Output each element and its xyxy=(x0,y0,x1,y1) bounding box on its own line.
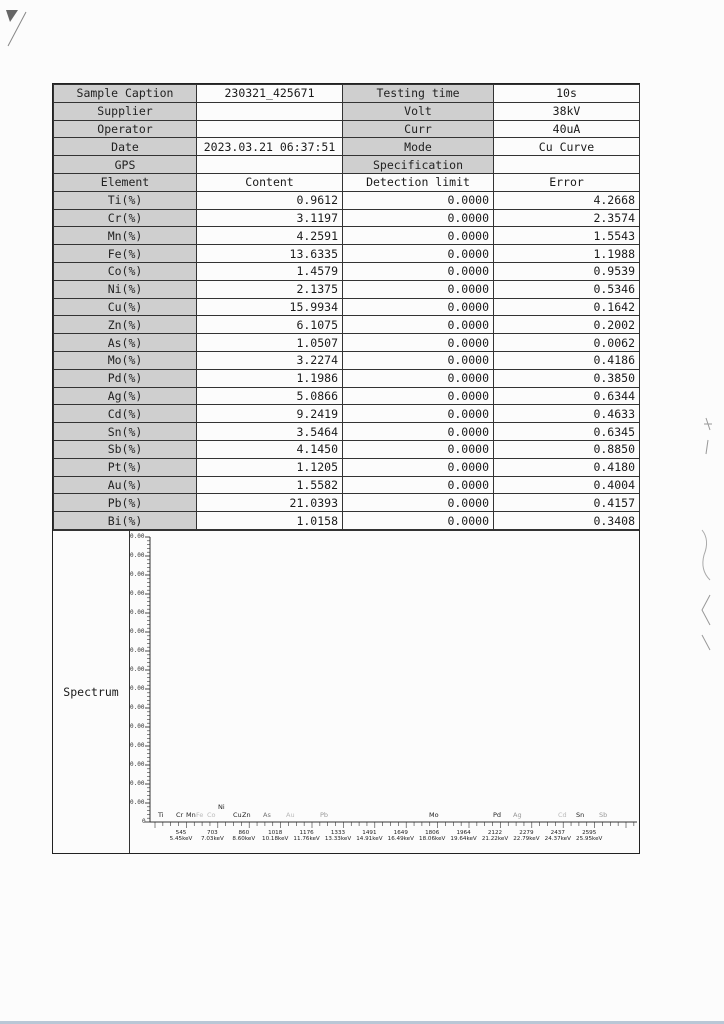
x-channel-label: 1806 xyxy=(425,829,440,836)
element-name: Bi(%) xyxy=(54,512,197,530)
element-row xyxy=(54,405,640,423)
detection-limit-value: 0.0000 xyxy=(343,245,494,263)
curr-value: 40uA xyxy=(494,120,640,138)
detection-limit-value: 0.0000 xyxy=(343,494,494,512)
x-channel-label: 860 xyxy=(238,829,250,836)
x-kev-label: 7.03keV xyxy=(201,835,224,842)
detection-limit-value: 0.0000 xyxy=(343,334,494,352)
y-tick-label: 0.00 xyxy=(130,570,145,578)
error-value: 0.2002 xyxy=(494,316,640,334)
content-value: 1.0158 xyxy=(197,512,343,530)
spectrum-label: Spectrum xyxy=(53,531,130,853)
element-row xyxy=(54,280,640,298)
content-value: 13.6335 xyxy=(197,245,343,263)
content-value: 4.2591 xyxy=(197,227,343,245)
element-row xyxy=(54,245,640,263)
element-marker: Ni xyxy=(218,802,225,811)
content-value: 4.1450 xyxy=(197,440,343,458)
element-name: Pb(%) xyxy=(54,494,197,512)
y-tick-label: 0.00 xyxy=(130,608,145,616)
content-value: 1.1986 xyxy=(197,369,343,387)
content-value: 0.9612 xyxy=(197,191,343,209)
element-name: Zn(%) xyxy=(54,316,197,334)
y-tick-label: 0.00 xyxy=(130,589,145,597)
detection-limit-value: 0.0000 xyxy=(343,387,494,405)
operator-value xyxy=(197,120,343,138)
error-value: 0.5346 xyxy=(494,280,640,298)
supplier-label: Supplier xyxy=(54,102,197,120)
sample-caption-value: 230321_425671 xyxy=(197,85,343,103)
y-tick-label: 0.00 xyxy=(130,722,145,730)
element-row xyxy=(54,423,640,441)
element-marker: Sn xyxy=(576,810,585,819)
error-value: 0.8850 xyxy=(494,440,640,458)
specification-label: Specification xyxy=(343,156,494,174)
error-value: 0.4186 xyxy=(494,351,640,369)
x-channel-label: 2122 xyxy=(487,829,503,836)
element-marker: Pd xyxy=(493,810,502,819)
volt-value: 38kV xyxy=(494,102,640,120)
report-table xyxy=(53,84,640,530)
x-channel-label: 1176 xyxy=(299,829,314,836)
detection-limit-value: 0.0000 xyxy=(343,476,494,494)
error-value: 2.3574 xyxy=(494,209,640,227)
error-value: 0.4180 xyxy=(494,458,640,476)
gps-value xyxy=(197,156,343,174)
error-value: 0.9539 xyxy=(494,262,640,280)
content-value: 1.5582 xyxy=(197,476,343,494)
content-value: 3.5464 xyxy=(197,423,343,441)
detection-limit-value: 0.0000 xyxy=(343,405,494,423)
element-marker: Cd xyxy=(558,810,567,819)
element-marker: Ti xyxy=(158,810,164,819)
x-kev-label: 13.33keV xyxy=(324,835,352,842)
error-value: 4.2668 xyxy=(494,191,640,209)
x-channel-label: 1491 xyxy=(362,829,377,836)
element-row xyxy=(54,262,640,280)
y-tick-label: 0.00 xyxy=(130,703,145,711)
x-kev-label: 11.76keV xyxy=(293,835,320,842)
y-tick-label: 0.00 xyxy=(130,532,145,540)
element-row xyxy=(54,209,640,227)
specification-value xyxy=(494,156,640,174)
element-name: Au(%) xyxy=(54,476,197,494)
element-marker: Mo xyxy=(429,810,439,819)
column-header-detection-limit: Detection limit xyxy=(343,173,494,191)
gps-label: GPS xyxy=(54,156,197,174)
content-value: 1.1205 xyxy=(197,458,343,476)
x-kev-label: 5.45keV xyxy=(169,835,193,842)
x-kev-label: 21.22keV xyxy=(481,835,509,842)
content-value: 3.1197 xyxy=(197,209,343,227)
element-row xyxy=(54,387,640,405)
y-tick-label: 0.00 xyxy=(130,798,145,806)
element-marker: Mn xyxy=(186,810,196,819)
error-value: 0.4004 xyxy=(494,476,640,494)
y-tick-label: 0.00 xyxy=(130,760,145,768)
supplier-value xyxy=(197,102,343,120)
y-tick-label: 0.00 xyxy=(130,646,145,654)
detection-limit-value: 0.0000 xyxy=(343,209,494,227)
element-name: Mo(%) xyxy=(54,351,197,369)
element-marker: Zn xyxy=(242,810,251,819)
error-value: 0.6345 xyxy=(494,423,640,441)
detection-limit-value: 0.0000 xyxy=(343,512,494,530)
y-tick-label: 0.00 xyxy=(130,779,145,787)
detection-limit-value: 0.0000 xyxy=(343,351,494,369)
x-channel-label: 703 xyxy=(207,829,218,836)
x-kev-label: 24.37keV xyxy=(544,835,571,842)
element-marker: As xyxy=(263,810,271,819)
x-kev-label: 10.18keV xyxy=(262,835,289,842)
margin-scribble xyxy=(696,410,720,660)
detection-limit-value: 0.0000 xyxy=(343,369,494,387)
error-value: 1.5543 xyxy=(494,227,640,245)
detection-limit-value: 0.0000 xyxy=(343,458,494,476)
element-name: Sn(%) xyxy=(54,423,197,441)
element-row xyxy=(54,298,640,316)
x-channel-label: 2279 xyxy=(519,829,534,836)
row-sample-caption xyxy=(54,85,640,103)
x-channel-label: 1018 xyxy=(268,829,283,836)
error-value: 0.4157 xyxy=(494,494,640,512)
element-row xyxy=(54,476,640,494)
y-tick-label: 0 xyxy=(142,817,146,825)
x-kev-label: 14.91keV xyxy=(356,835,383,842)
date-value: 2023.03.21 06:37:51 xyxy=(197,138,343,156)
row-supplier xyxy=(54,102,640,120)
y-tick-label: 0.00 xyxy=(130,684,145,692)
y-tick-label: 0.00 xyxy=(130,741,145,749)
element-row xyxy=(54,334,640,352)
element-marker: Au xyxy=(286,810,295,819)
x-kev-label: 18.06keV xyxy=(419,835,446,842)
scan-corner-mark xyxy=(4,6,30,50)
element-row xyxy=(54,227,640,245)
x-kev-label: 22.79keV xyxy=(513,835,540,842)
content-value: 6.1075 xyxy=(197,316,343,334)
mode-value: Cu Curve xyxy=(494,138,640,156)
y-tick-label: 0.00 xyxy=(130,627,145,635)
element-name: Co(%) xyxy=(54,262,197,280)
curr-label: Curr xyxy=(343,120,494,138)
element-row xyxy=(54,494,640,512)
element-name: Ti(%) xyxy=(54,191,197,209)
row-gps xyxy=(54,156,640,174)
x-channel-label: 2437 xyxy=(550,829,565,836)
testing-time-label: Testing time xyxy=(343,85,494,103)
test-report xyxy=(52,83,640,854)
element-row xyxy=(54,316,640,334)
element-row xyxy=(54,369,640,387)
content-value: 9.2419 xyxy=(197,405,343,423)
error-value: 0.1642 xyxy=(494,298,640,316)
detection-limit-value: 0.0000 xyxy=(343,280,494,298)
error-value: 0.6344 xyxy=(494,387,640,405)
detection-limit-value: 0.0000 xyxy=(343,316,494,334)
x-kev-label: 25.95keV xyxy=(576,835,603,842)
element-name: Cu(%) xyxy=(54,298,197,316)
detection-limit-value: 0.0000 xyxy=(343,227,494,245)
column-header-element: Element xyxy=(54,173,197,191)
y-tick-label: 0.00 xyxy=(130,551,145,559)
detection-limit-value: 0.0000 xyxy=(343,440,494,458)
row-operator xyxy=(54,120,640,138)
element-name: Pd(%) xyxy=(54,369,197,387)
row-date xyxy=(54,138,640,156)
element-row xyxy=(54,191,640,209)
spectrum-plot xyxy=(129,531,639,853)
content-value: 5.0866 xyxy=(197,387,343,405)
content-value: 2.1375 xyxy=(197,280,343,298)
column-header-error: Error xyxy=(494,173,640,191)
detection-limit-value: 0.0000 xyxy=(343,423,494,441)
mode-label: Mode xyxy=(343,138,494,156)
x-channel-label: 1964 xyxy=(456,829,471,836)
content-value: 1.0507 xyxy=(197,334,343,352)
content-value: 1.4579 xyxy=(197,262,343,280)
element-name: Cd(%) xyxy=(54,405,197,423)
spectrum-axes xyxy=(129,531,640,853)
element-marker: Cu xyxy=(233,810,242,819)
x-kev-label: 8.60keV xyxy=(232,835,256,842)
y-tick-label: 0.00 xyxy=(130,665,145,673)
element-marker: Cr xyxy=(176,810,184,819)
column-header-content: Content xyxy=(197,173,343,191)
x-kev-label: 16.49keV xyxy=(387,835,414,842)
testing-time-value: 10s xyxy=(494,85,640,103)
element-name: Sb(%) xyxy=(54,440,197,458)
detection-limit-value: 0.0000 xyxy=(343,298,494,316)
content-value: 15.9934 xyxy=(197,298,343,316)
element-name: Mn(%) xyxy=(54,227,197,245)
content-value: 21.0393 xyxy=(197,494,343,512)
error-value: 0.0062 xyxy=(494,334,640,352)
element-name: Fe(%) xyxy=(54,245,197,263)
element-name: Cr(%) xyxy=(54,209,197,227)
element-row xyxy=(54,440,640,458)
error-value: 0.3408 xyxy=(494,512,640,530)
element-marker: Fe xyxy=(196,810,204,819)
detection-limit-value: 0.0000 xyxy=(343,262,494,280)
date-label: Date xyxy=(54,138,197,156)
element-name: As(%) xyxy=(54,334,197,352)
element-row xyxy=(54,512,640,530)
element-name: Ni(%) xyxy=(54,280,197,298)
error-value: 1.1988 xyxy=(494,245,640,263)
x-kev-label: 19.64keV xyxy=(450,835,477,842)
column-header-row xyxy=(54,173,640,191)
spectrum-section xyxy=(53,530,639,853)
detection-limit-value: 0.0000 xyxy=(343,191,494,209)
sample-caption-label: Sample Caption xyxy=(54,85,197,103)
x-channel-label: 2595 xyxy=(582,829,597,836)
error-value: 0.4633 xyxy=(494,405,640,423)
content-value: 3.2274 xyxy=(197,351,343,369)
element-marker: Pb xyxy=(320,810,329,819)
volt-label: Volt xyxy=(343,102,494,120)
x-channel-label: 1649 xyxy=(393,829,408,836)
x-channel-label: 545 xyxy=(175,829,187,836)
error-value: 0.3850 xyxy=(494,369,640,387)
element-row xyxy=(54,351,640,369)
element-row xyxy=(54,458,640,476)
element-name: Pt(%) xyxy=(54,458,197,476)
element-marker: Co xyxy=(207,810,216,819)
operator-label: Operator xyxy=(54,120,197,138)
element-name: Ag(%) xyxy=(54,387,197,405)
element-marker: Ag xyxy=(513,810,522,819)
x-channel-label: 1333 xyxy=(330,829,346,836)
element-marker: Sb xyxy=(599,810,608,819)
